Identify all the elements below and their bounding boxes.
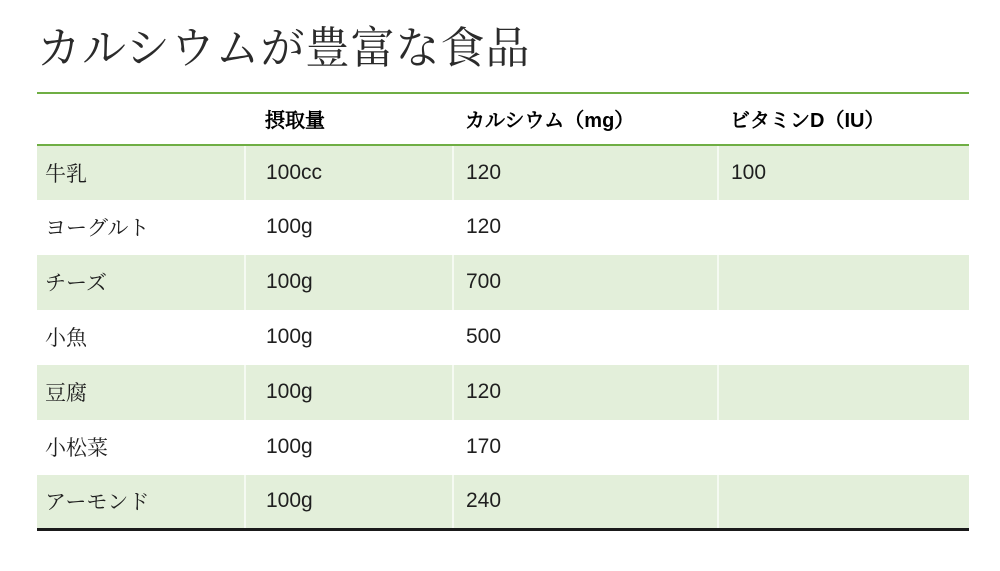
cell-food: 小松菜 — [37, 420, 245, 475]
cell-food: ヨーグルト — [37, 200, 245, 255]
cell-amount: 100g — [245, 310, 453, 365]
table-row — [37, 200, 969, 255]
column-header-calcium: カルシウム（mg） — [453, 93, 718, 145]
cell-calcium: 120 — [453, 365, 718, 420]
cell-calcium: 120 — [453, 200, 718, 255]
cell-amount: 100g — [245, 255, 453, 310]
cell-food: アーモンド — [37, 475, 245, 530]
cell-amount: 100g — [245, 200, 453, 255]
cell-calcium: 120 — [453, 145, 718, 200]
table-row — [37, 420, 969, 475]
cell-amount: 100g — [245, 365, 453, 420]
column-header-food — [37, 93, 245, 145]
cell-vitamin-d — [718, 475, 969, 530]
cell-vitamin-d — [718, 365, 969, 420]
column-header-amount: 摂取量 — [245, 93, 453, 145]
cell-amount: 100g — [245, 475, 453, 530]
cell-food: チーズ — [37, 255, 245, 310]
table-row — [37, 365, 969, 420]
cell-calcium: 500 — [453, 310, 718, 365]
cell-vitamin-d — [718, 200, 969, 255]
cell-vitamin-d: 100 — [731, 160, 767, 184]
cell-food: 小魚 — [37, 310, 245, 365]
cell-amount: 100cc — [245, 145, 453, 200]
cell-vitamin-d — [718, 420, 969, 475]
table-header-row — [37, 93, 969, 145]
page-title: カルシウムが豊富な食品 — [37, 24, 531, 73]
calcium-foods-table — [37, 92, 969, 532]
table-row — [37, 145, 969, 200]
cell-calcium: 240 — [453, 475, 718, 530]
table-row — [37, 255, 969, 310]
table-row — [37, 310, 969, 365]
cell-food: 豆腐 — [37, 365, 245, 420]
cell-calcium: 170 — [453, 420, 718, 475]
cell-vitamin-d — [718, 310, 969, 365]
cell-calcium: 700 — [453, 255, 718, 310]
column-header-vitamin-d: ビタミンD（IU） — [718, 93, 969, 145]
cell-food: 牛乳 — [37, 145, 245, 200]
cell-amount: 100g — [245, 420, 453, 475]
cell-vitamin-d — [718, 255, 969, 310]
table-row — [37, 475, 969, 530]
